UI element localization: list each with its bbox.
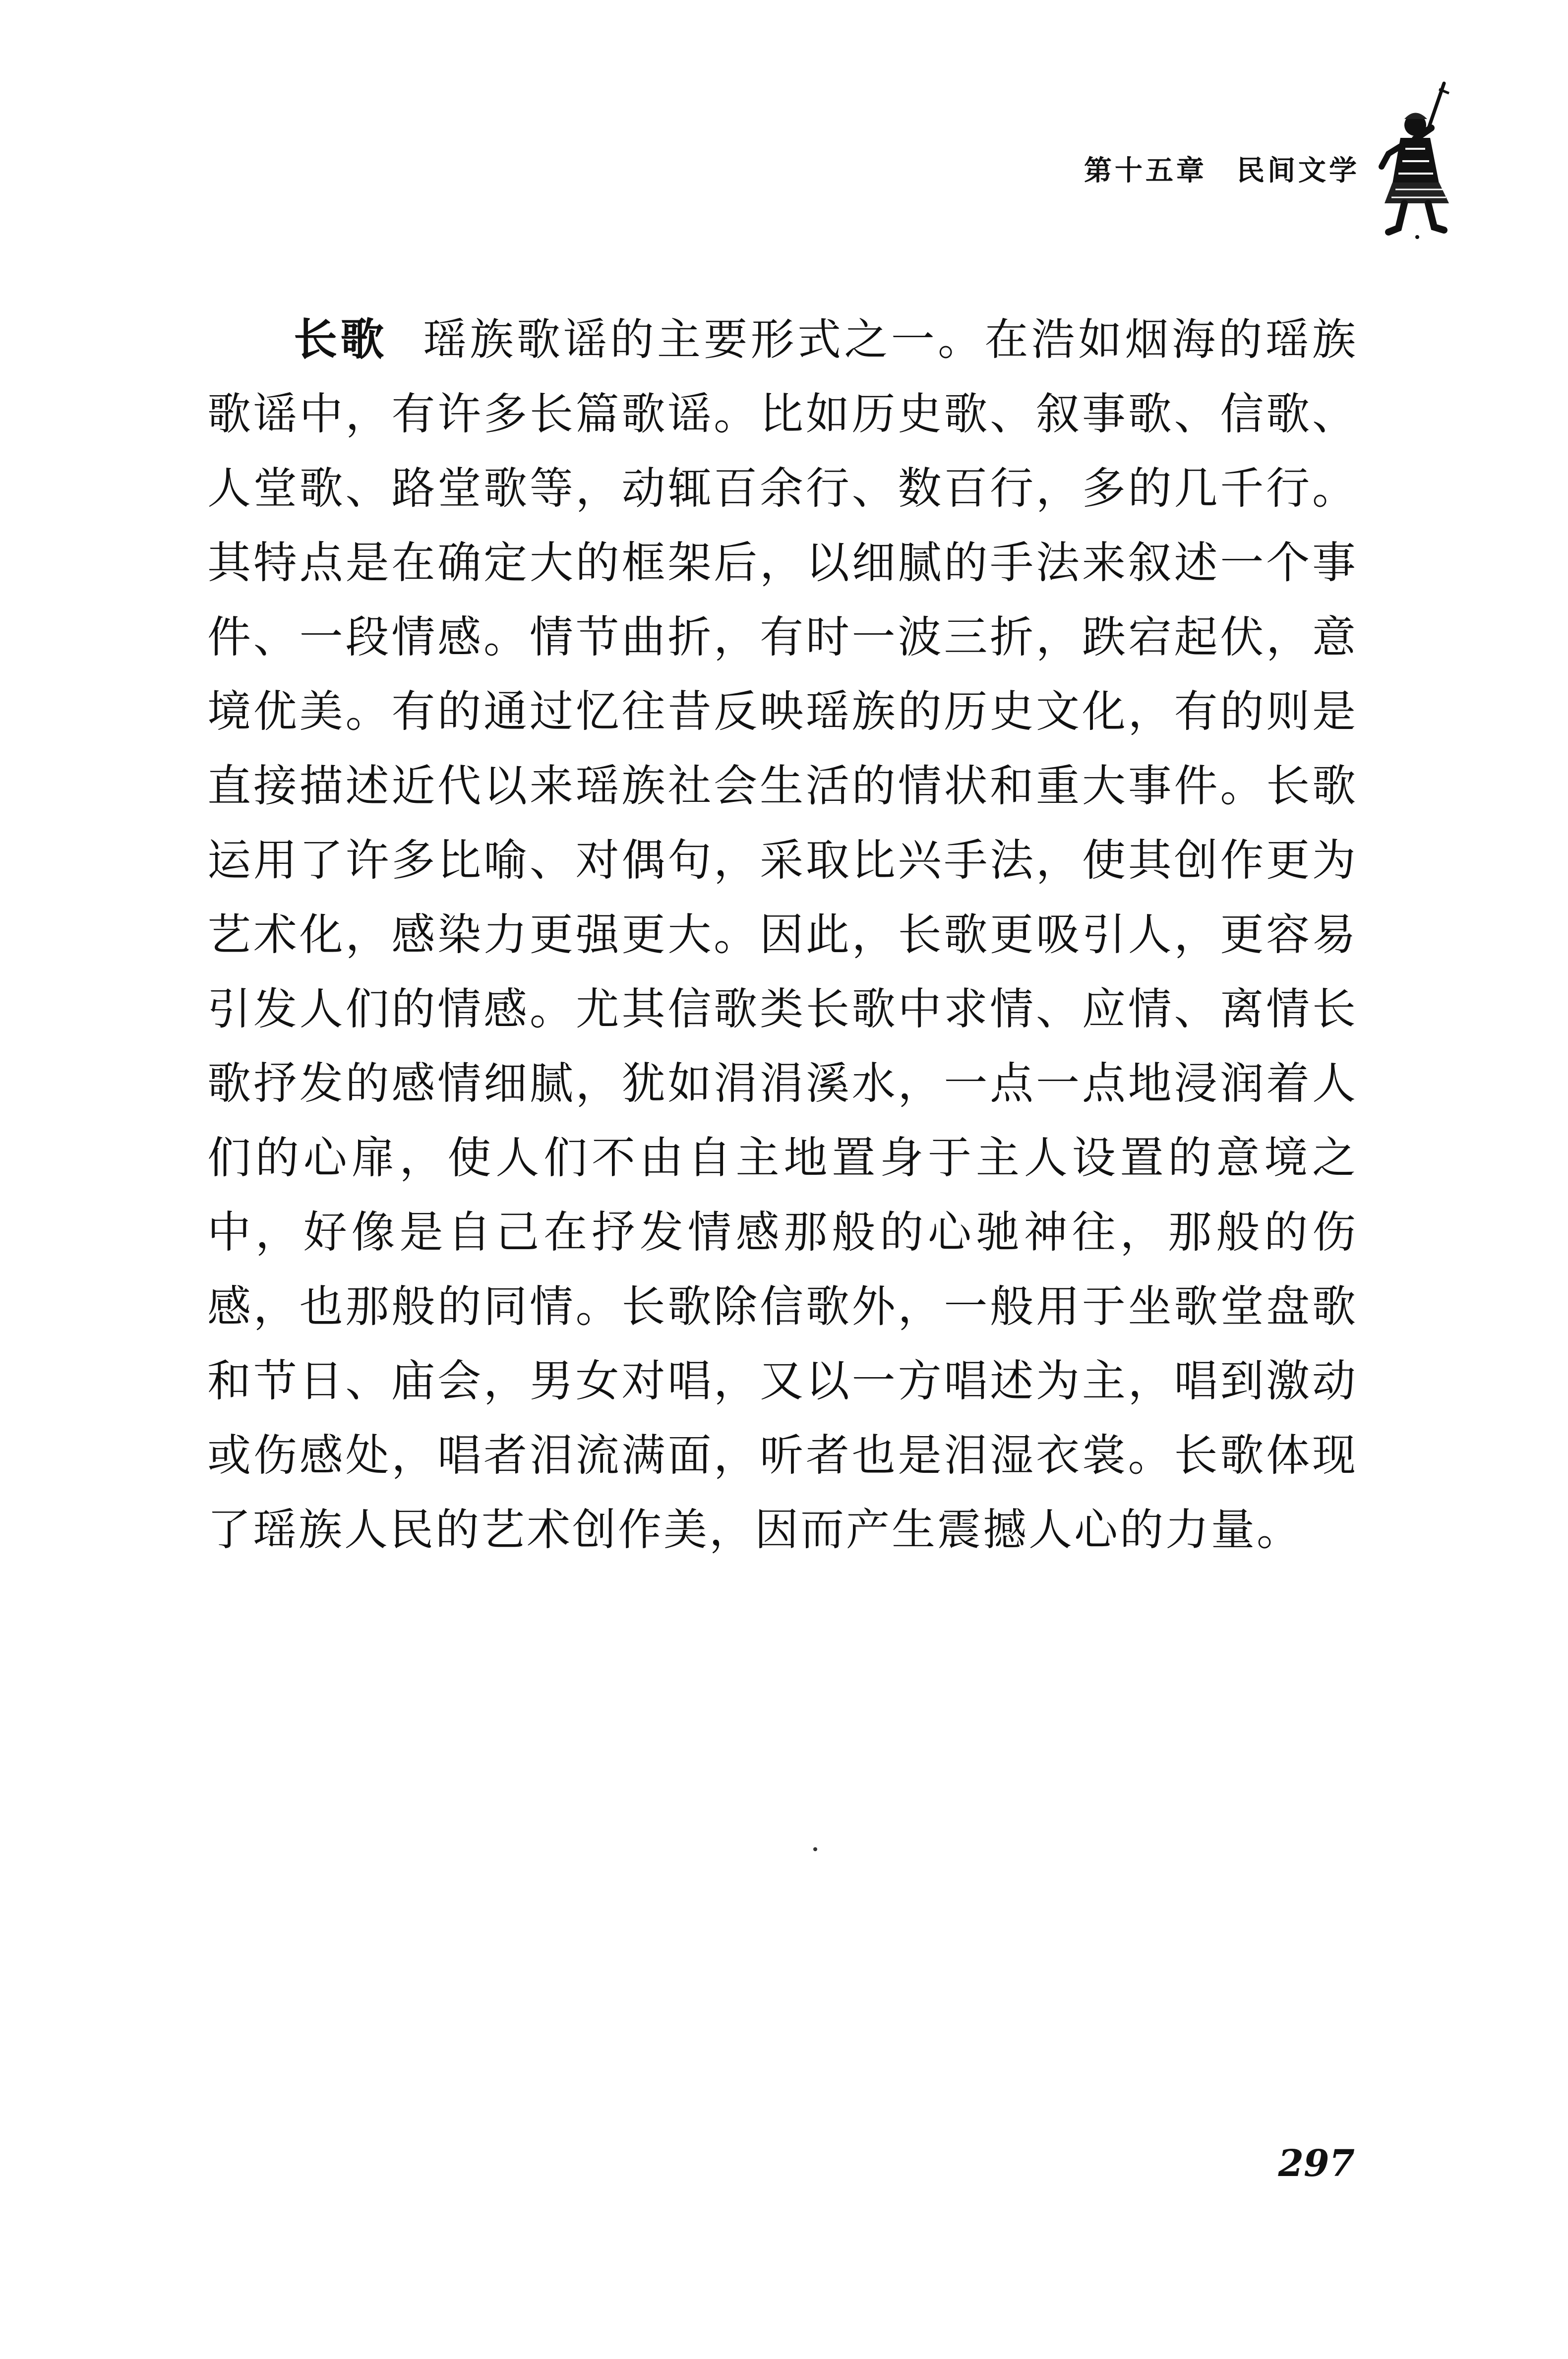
chapter-label: 第十五章 [1084, 155, 1207, 187]
entry-term: 长歌 [294, 314, 387, 365]
section-label: 民间文学 [1237, 155, 1360, 187]
entry-body: 瑶族歌谣的主要形式之一。在浩如烟海的瑶族歌谣中，有许多长篇歌谣。比如历史歌、叙事歌、信歌、人堂歌、路堂歌等，动辄百余行、数百行，多的几千行。其特点是在确定大的框架后，以细腻的手法来叙述一个事件、一段情感。情节曲折，有时一波三折，跌宕起伏，意境优美。有的通过忆往昔反映瑶族的历史文化，有的则是直接描述近代以来瑶族社会生活的情状和重大事件。长歌运用了许多比喻、对偶句，采取比兴手法，使其创作更为艺术化，感染力更强更大。因此，长歌更吸引人，更容易引发人们的情感。尤其信歌类长歌中求情、应情、离情长歌抒发的感情细腻，犹如涓涓溪水，一点一点地浸润着人们的心扉，使人们不由自主地置身于主人设置的意境之中，好像是自己在抒发情感那般的心驰神往，那般的伤感，也那般的同情。长歌除信歌外，一般用于坐歌堂盘歌和节日、庙会，男女对唱，又以一方唱述为主，唱到激动或伤感处，唱者泪流满面，听者也是泪湿衣裳。长歌体现了瑶族人民的艺术创作美，因而产生震撼人心的力量。 [207, 314, 1358, 1555]
folk-warrior-figure-icon [1370, 79, 1464, 243]
entry-paragraph [207, 302, 1358, 1567]
page-number: 297 [1278, 2142, 1355, 2185]
running-head [1084, 149, 1360, 188]
print-speck [813, 1847, 817, 1851]
